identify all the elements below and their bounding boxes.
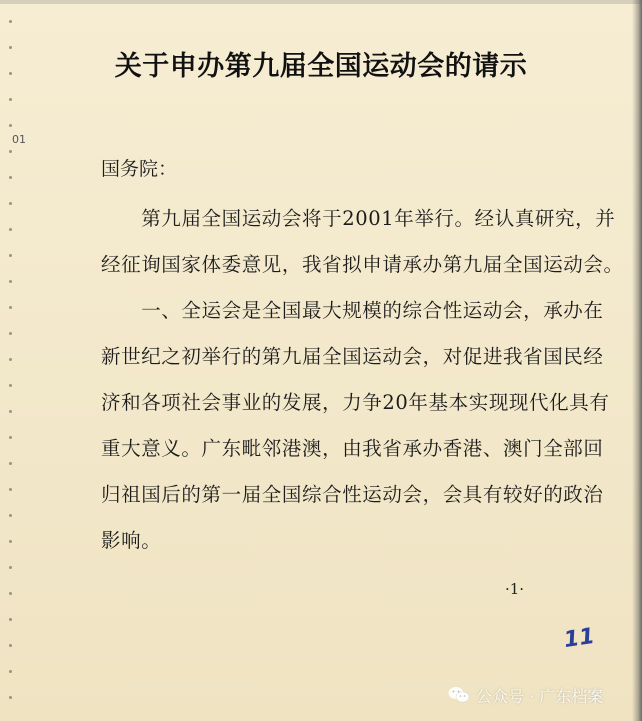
document-body: [101, 196, 624, 564]
binding-hole: [9, 696, 12, 699]
binding-hole: [9, 254, 12, 257]
binding-hole: [9, 280, 12, 283]
margin-mark: 01: [12, 133, 26, 146]
document-title: 关于申办第九届全国运动会的请示: [114, 51, 528, 82]
binding-hole: [9, 124, 12, 127]
watermark: [448, 682, 603, 708]
binding-hole: [9, 410, 12, 413]
body-line: 济和各项社会事业的发展，力争20年基本实现现代化具有: [101, 391, 610, 414]
binding-hole: [9, 176, 12, 179]
body-line: 重大意义。广东毗邻港澳，由我省承办香港、澳门全部回: [101, 437, 604, 460]
binding-hole: [9, 462, 12, 465]
body-line: 新世纪之初举行的第九届全国运动会，对促进我省国民经: [101, 345, 604, 368]
body-line: 影响。: [101, 529, 162, 552]
binding-hole: [9, 644, 12, 647]
binding-hole: [9, 384, 12, 387]
binding-hole: [9, 20, 12, 23]
binding-hole: [9, 436, 12, 439]
binding-hole: [9, 150, 12, 153]
wechat-icon: [448, 686, 470, 704]
binding-hole: [9, 670, 12, 673]
page-number: ·1·: [505, 580, 525, 598]
addressee: 国务院：: [101, 158, 178, 180]
body-line: 经征询国家体委意见，我省拟申请承办第九届全国运动会。: [101, 253, 624, 276]
binding-hole: [9, 540, 12, 543]
binding-hole: [9, 306, 12, 309]
body-line: 一、全运会是全国最大规模的综合性运动会，承办在: [101, 299, 604, 322]
binding-hole: [9, 592, 12, 595]
binding-hole: [9, 202, 12, 205]
scan-right-edge: [632, 0, 642, 721]
scan-top-edge: [0, 0, 642, 4]
binding-holes: [0, 0, 30, 721]
binding-hole: [9, 358, 12, 361]
body-line: 归祖国后的第一届全国综合性运动会，会具有较好的政治: [101, 483, 604, 506]
handwritten-mark: 11: [562, 623, 597, 654]
binding-hole: [9, 228, 12, 231]
binding-hole: [9, 566, 12, 569]
body-line: 第九届全国运动会将于2001年举行。经认真研究，并: [101, 207, 616, 230]
binding-hole: [9, 488, 12, 491]
binding-hole: [9, 514, 12, 517]
binding-hole: [9, 98, 12, 101]
watermark-text: 公众号 · 广东档案: [476, 686, 604, 706]
binding-hole: [9, 332, 12, 335]
binding-hole: [9, 618, 12, 621]
